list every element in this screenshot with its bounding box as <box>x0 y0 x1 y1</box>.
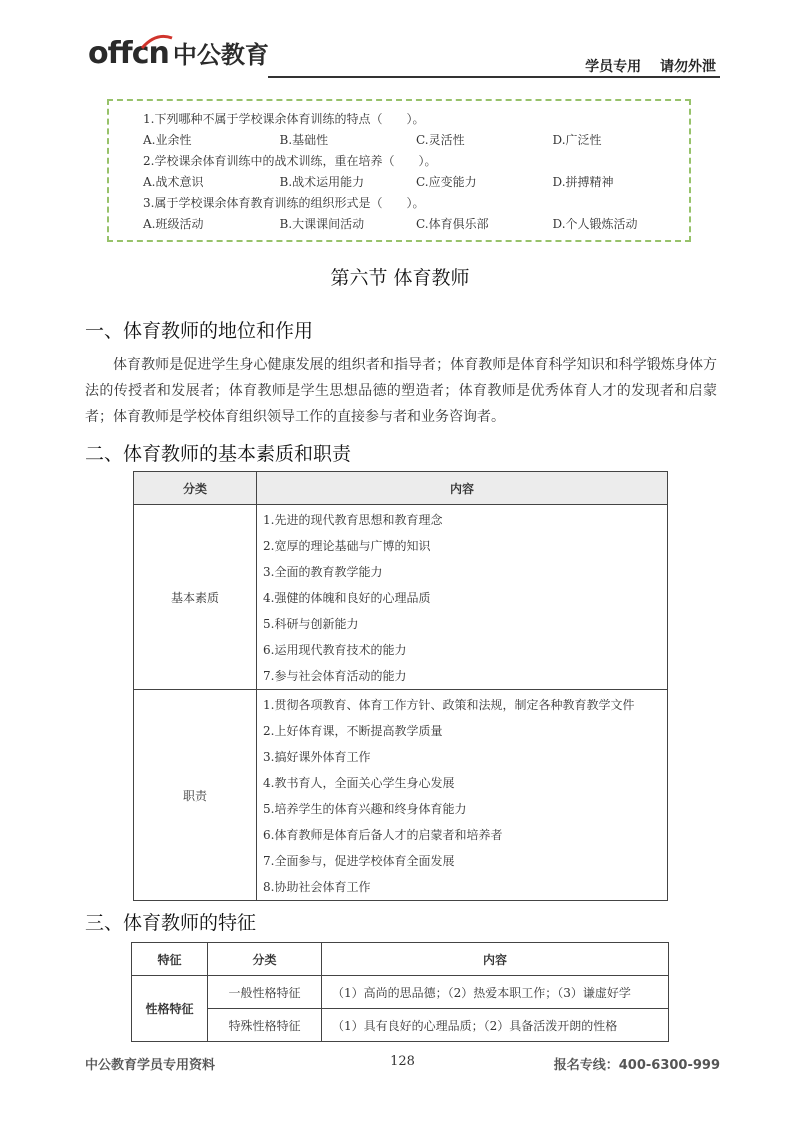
logo-text-cn: 中公教育 <box>172 41 269 69</box>
question-2: 2.学校课余体育训练中的战术训练，重在培养（ ）。 <box>143 154 437 168</box>
list-item: 5.科研与创新能力 <box>263 617 359 631</box>
question-1-options <box>143 130 689 151</box>
table-header-row <box>132 943 669 976</box>
content-cell: （1）高尚的思品德；（2）热爱本职工作；（3）谦虚好学 <box>322 976 669 1009</box>
option: D.广泛性 <box>552 133 602 147</box>
heading-qualities-duties: 二、体育教师的基本素质和职责 <box>85 443 352 465</box>
option: B.基础性 <box>279 133 329 147</box>
list-item: 2.上好体育课，不断提高教学质量 <box>263 724 443 738</box>
row-items <box>257 690 668 901</box>
header-notice <box>585 56 716 76</box>
column-header-category: 分类 <box>134 472 257 505</box>
row-category: 职责 <box>134 690 257 901</box>
section-title: 第六节 体育教师 <box>330 267 470 289</box>
option: A.战术意识 <box>143 175 204 189</box>
practice-box <box>107 99 691 242</box>
footer-hotline: 报名专线：400-6300-999 <box>553 1058 720 1073</box>
list-item: 1.先进的现代教育思想和教育理念 <box>263 513 443 527</box>
paragraph-status-role: 体育教师是促进学生身心健康发展的组织者和指导者；体育教师是体育科学知识和科学锻炼身体方法的传授者和发展者；体育教师是学生思想品德的塑造者；体育教师是优秀体育人才的发现者和启蒙者；体育教师是学校体育组织领导工作的直接参与者和业务咨询者。 <box>85 357 717 425</box>
row-items <box>257 505 668 690</box>
option: C.灵活性 <box>416 133 465 147</box>
list-item: 4.强健的体魄和良好的心理品质 <box>263 591 431 605</box>
characteristics-table <box>131 942 669 1042</box>
heading-characteristics: 三、体育教师的特征 <box>85 912 257 934</box>
list-item: 6.运用现代教育技术的能力 <box>263 643 407 657</box>
category-cell: 一般性格特征 <box>208 976 322 1009</box>
column-header-content: 内容 <box>322 943 669 976</box>
offcn-logo <box>88 36 269 72</box>
header-rule <box>268 76 720 78</box>
option: A.业余性 <box>143 133 192 147</box>
page-header <box>88 34 720 79</box>
option: A.班级活动 <box>143 217 204 231</box>
qualities-duties-table <box>133 471 668 901</box>
page-footer <box>85 1054 720 1074</box>
question-3-options <box>143 214 689 235</box>
table-header-row <box>134 472 668 505</box>
option: C.体育俱乐部 <box>416 217 489 231</box>
logo-text-en: offcn <box>88 36 169 71</box>
question-3: 3.属于学校课余体育教育训练的组织形式是（ ）。 <box>143 196 425 210</box>
column-header-content: 内容 <box>257 472 668 505</box>
column-header-feature: 特征 <box>132 943 208 976</box>
list-item: 6.体育教师是体育后备人才的启蒙者和培养者 <box>263 828 503 842</box>
row-category: 基本素质 <box>134 505 257 690</box>
table-row <box>132 976 669 1009</box>
option: C.应变能力 <box>416 175 477 189</box>
list-item: 2.宽厚的理论基础与广博的知识 <box>263 539 431 553</box>
list-item: 3.全面的教育教学能力 <box>263 565 383 579</box>
list-item: 7.全面参与，促进学校体育全面发展 <box>263 854 455 868</box>
option: B.战术运用能力 <box>279 175 365 189</box>
table-row <box>132 1009 669 1042</box>
list-item: 1.贯彻各项教育、体育工作方针、政策和法规，制定各种教育教学文件 <box>263 698 635 712</box>
list-item: 3.搞好课外体育工作 <box>263 750 371 764</box>
column-header-category: 分类 <box>208 943 322 976</box>
table-row <box>134 505 668 690</box>
list-item: 7.参与社会体育活动的能力 <box>263 669 407 683</box>
question-2-options <box>143 172 689 193</box>
heading-status-role: 一、体育教师的地位和作用 <box>85 320 314 342</box>
option: D.个人锻炼活动 <box>552 217 638 231</box>
list-item: 8.协助社会体育工作 <box>263 880 371 894</box>
list-item: 4.教书育人，全面关心学生身心发展 <box>263 776 455 790</box>
table-row <box>134 690 668 901</box>
header-notice-2: 请勿外泄 <box>660 59 716 75</box>
footer-left: 中公教育学员专用资料 <box>85 1058 216 1073</box>
feature-cell: 性格特征 <box>132 976 208 1042</box>
logo-arc-icon <box>140 32 174 50</box>
category-cell: 特殊性格特征 <box>208 1009 322 1042</box>
header-notice-1: 学员专用 <box>585 59 642 75</box>
list-item: 5.培养学生的体育兴趣和终身体育能力 <box>263 802 467 816</box>
question-1: 1.下列哪种不属于学校课余体育训练的特点（ ）。 <box>143 112 425 126</box>
option: B.大课课间活动 <box>279 217 365 231</box>
content-cell: （1）具有良好的心理品质；（2）具备活泼开朗的性格 <box>322 1009 669 1042</box>
page-number: 128 <box>390 1054 415 1069</box>
option: D.拼搏精神 <box>552 175 614 189</box>
